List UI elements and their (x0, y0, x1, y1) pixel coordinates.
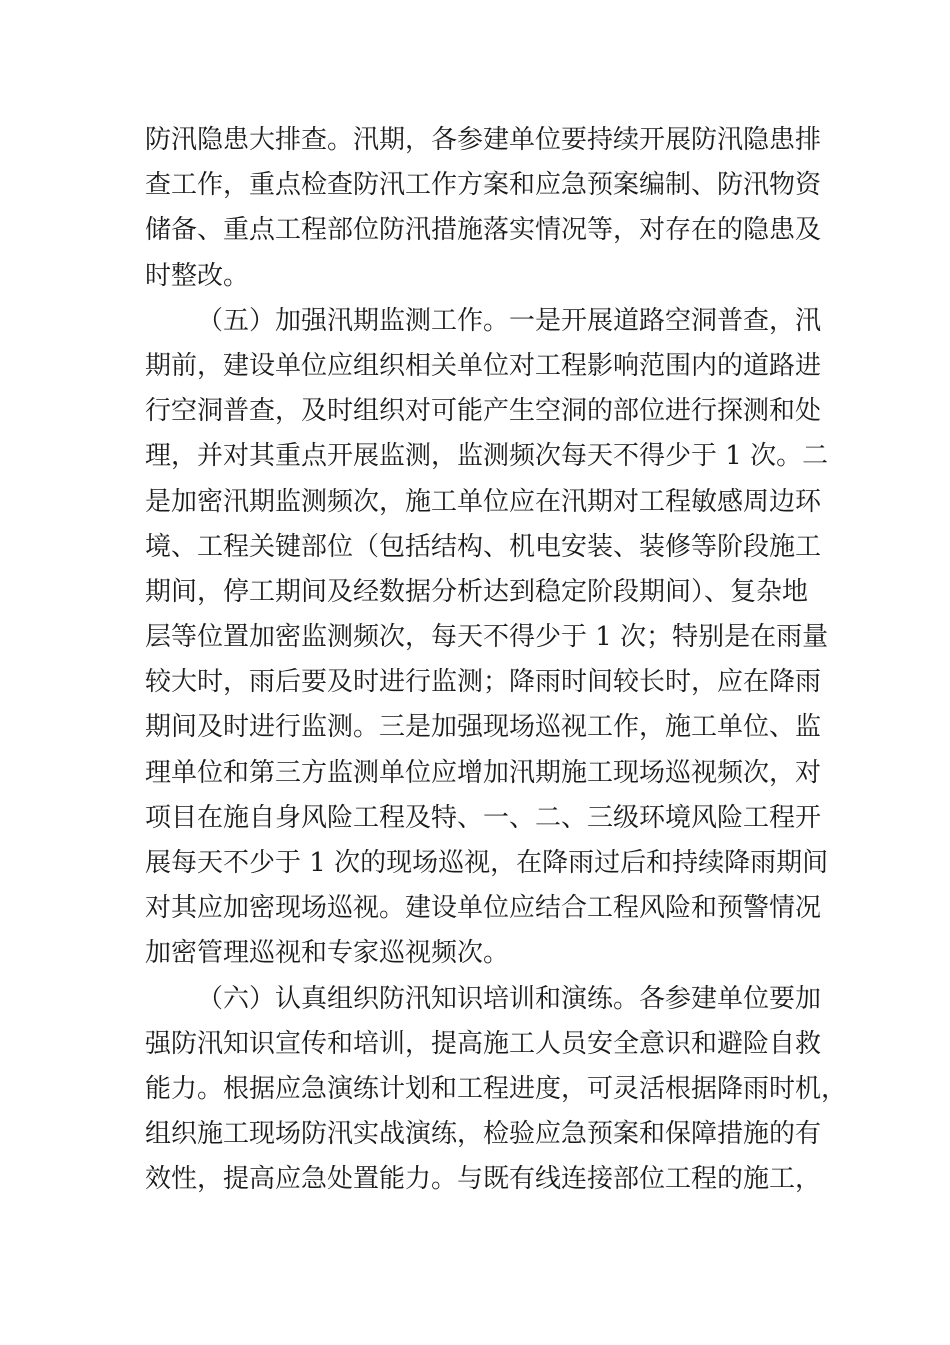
text-line: 行空洞普查，及时组织对可能产生空洞的部位进行探测和处 (145, 396, 822, 427)
text-line: 对其应加密现场巡视。建设单位应结合工程风险和预警情况 (145, 893, 822, 924)
text-line: 组织施工现场防汛实战演练，检验应急预案和保障措施的有 (145, 1119, 822, 1150)
text-line: 理，并对其重点开展监测，监测频次每天不得少于 1 次。二 (145, 441, 829, 472)
text-line: 强防汛知识宣传和培训，提高施工人员安全意识和避险自救 (145, 1028, 822, 1059)
text-line: 期间及时进行监测。三是加强现场巡视工作，施工单位、监 (145, 712, 822, 743)
text-line: 层等位置加密监测频次，每天不得少于 1 次；特别是在雨量 (145, 622, 829, 653)
text-line: 理单位和第三方监测单位应增加汛期施工现场巡视频次，对 (145, 757, 822, 788)
text-line: 项目在施自身风险工程及特、一、二、三级环境风险工程开 (145, 802, 822, 833)
text-line: 境、工程关键部位（包括结构、机电安装、装修等阶段施工 (145, 531, 822, 562)
text-line: 防汛隐患大排查。汛期，各参建单位要持续开展防汛隐患排 (145, 125, 822, 155)
text-line: （五）加强汛期监测工作。一是开展道路空洞普查，汛 (197, 305, 822, 336)
para-6-training (145, 977, 848, 1203)
para-5-monitoring (145, 299, 829, 977)
text-line: 展每天不少于 1 次的现场巡视，在降雨过后和持续降雨期间 (145, 848, 829, 878)
text-line: 效性，提高应急处置能力。与既有线连接部位工程的施工， (145, 1164, 822, 1195)
text-line: 较大时，雨后要及时进行监测；降雨时间较长时，应在降雨 (145, 667, 822, 698)
para-flood-hazard-check (145, 118, 822, 299)
text-line: 能力。根据应急演练计划和工程进度，可灵活根据降雨时机， (145, 1073, 848, 1104)
document-body (145, 118, 848, 1203)
text-line: 是加密汛期监测频次，施工单位应在汛期对工程敏感周边环 (145, 486, 822, 517)
text-line: 储备、重点工程部位防汛措施落实情况等，对存在的隐患及 (145, 215, 822, 246)
text-line: （六）认真组织防汛知识培训和演练。各参建单位要加 (197, 983, 822, 1014)
text-line: 加密管理巡视和专家巡视频次。 (145, 938, 510, 969)
text-line: 期前，建设单位应组织相关单位对工程影响范围内的道路进 (145, 350, 822, 381)
text-line: 查工作，重点检查防汛工作方案和应急预案编制、防汛物资 (145, 170, 822, 201)
text-line: 期间，停工期间及经数据分析达到稳定阶段期间）、复杂地 (145, 576, 809, 607)
text-line: 时整改。 (145, 260, 250, 291)
